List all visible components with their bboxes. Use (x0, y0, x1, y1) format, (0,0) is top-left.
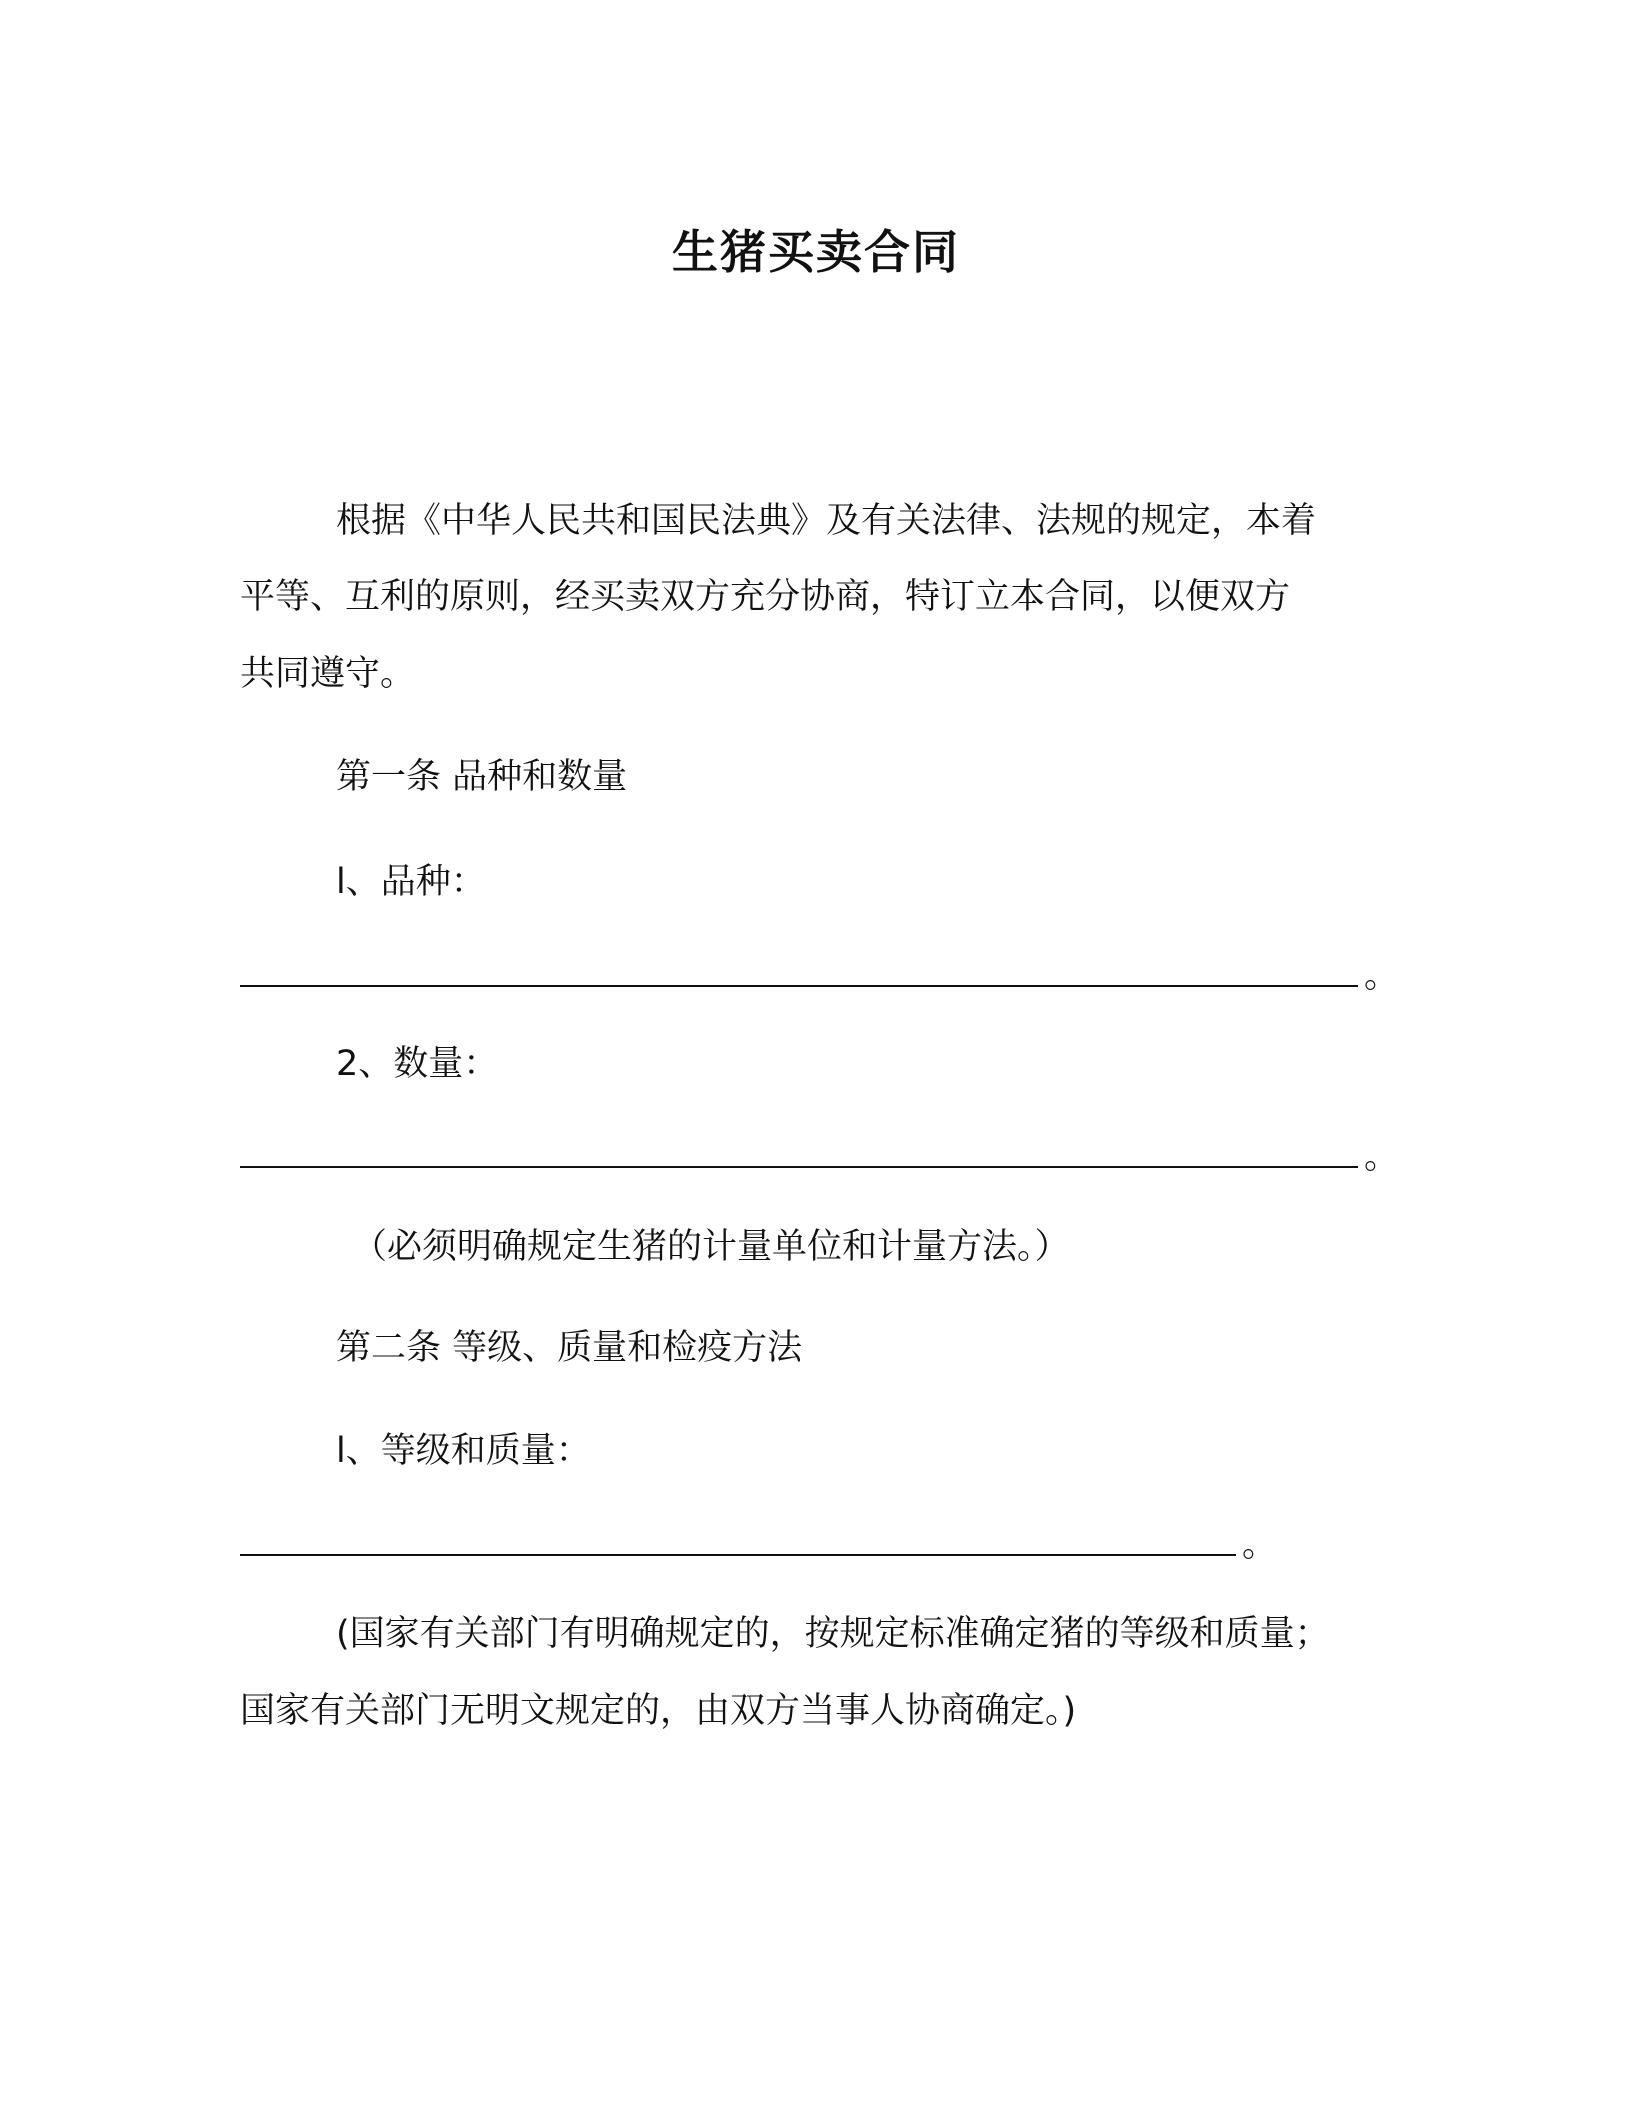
blank-end-mark: 。 (1364, 1137, 1400, 1177)
article-1-item-2-label: 2、数量： (336, 1044, 499, 1084)
article-1-item-1-blank (240, 952, 1399, 1000)
article-2-note-line-1: (国家有关部门有明确规定的，按规定标准确定猪的等级和质量； (336, 1614, 1330, 1654)
blank-end-mark: 。 (1242, 1525, 1278, 1565)
fill-in-line (240, 1552, 1236, 1556)
article-2-item-1-label: l、等级和质量： (336, 1431, 591, 1471)
intro-line-2: 平等、互利的原则，经买卖双方充分协商，特订立本合同，以便双方 (240, 577, 1291, 617)
blank-end-mark: 。 (1364, 956, 1400, 996)
intro-line-1: 根据《中华人民共和国民法典》及有关法律、法规的规定，本着 (336, 501, 1317, 541)
article-1-note: （必须明确规定生猪的计量单位和计量方法。） (352, 1227, 1070, 1267)
article-1-item-2-blank (240, 1133, 1399, 1181)
article-1-heading: 第一条 品种和数量 (336, 757, 628, 797)
article-2-heading: 第二条 等级、质量和检疫方法 (336, 1328, 803, 1368)
article-2-note-line-2: 国家有关部门无明文规定的，由双方当事人协商确定。) (240, 1691, 1077, 1731)
fill-in-line (240, 1164, 1358, 1168)
intro-line-3: 共同遵守。 (240, 654, 416, 694)
article-2-item-1-blank (240, 1521, 1277, 1569)
article-1-item-1-label: l、品种： (336, 862, 486, 902)
fill-in-line (240, 983, 1358, 987)
document-title: 生猪买卖合同 (672, 225, 960, 279)
